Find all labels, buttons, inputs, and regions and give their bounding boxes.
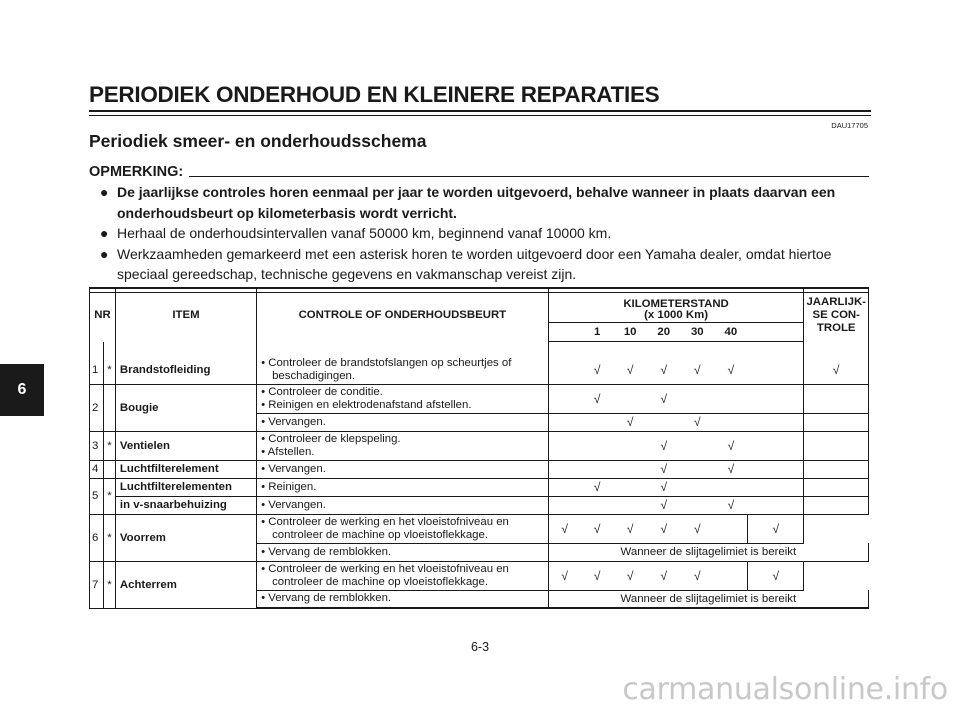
row-item: Luchtfilterelement	[115, 460, 256, 478]
row-control	[257, 514, 549, 543]
row-item: Brandstofleiding	[115, 356, 256, 385]
check-mark: √	[548, 561, 581, 590]
control-text: beschadigingen.	[272, 369, 356, 382]
row-number: 5	[90, 478, 104, 514]
header-yearly-line1: JAARLIJK-	[806, 295, 866, 308]
row-number: 1	[90, 356, 104, 385]
control-text: • Vervang de remblokken.	[261, 592, 392, 605]
row-control	[257, 496, 549, 514]
header-yearly-line3: TROLE	[816, 321, 856, 334]
check-mark: √	[714, 431, 748, 460]
table-spacer-row	[90, 342, 869, 356]
row-number: 7	[90, 561, 104, 608]
check-mark: √	[714, 356, 748, 385]
check-mark: √	[647, 431, 681, 460]
header-km-20: 20	[647, 323, 681, 342]
check-mark: √	[647, 460, 681, 478]
control-text: • Controleer de werking en het vloeistofniveau en	[261, 515, 509, 528]
row-control	[257, 413, 549, 431]
note-header	[89, 164, 869, 180]
control-text: • Controleer de werking en het vloeistofniveau en	[261, 562, 509, 575]
control-text: • Controleer de brandstofslangen op scheurtjes of	[261, 356, 512, 369]
table-row	[90, 384, 869, 413]
check-mark: √	[714, 460, 748, 478]
control-text: • Controleer de conditie.	[261, 385, 383, 398]
table-row	[90, 431, 869, 460]
control-text: • Vervang de remblokken.	[261, 545, 392, 558]
check-mark: √	[613, 514, 647, 543]
control-text: • Afstellen.	[261, 445, 315, 458]
check-mark: √	[613, 561, 647, 590]
note-block	[89, 164, 869, 293]
bullet-icon: ●	[100, 184, 109, 200]
header-km-30: 30	[681, 323, 715, 342]
table-row	[90, 478, 869, 496]
maintenance-schedule-table	[89, 287, 869, 609]
row-control	[257, 460, 549, 478]
row-control	[257, 561, 549, 590]
note-label: OPMERKING:	[89, 164, 184, 180]
note-item	[89, 223, 869, 244]
check-mark: √	[647, 514, 681, 543]
row-item: in v-snaarbehuizing	[115, 496, 256, 514]
row-number: 6	[90, 514, 104, 561]
row-item: Voorrem	[115, 514, 256, 561]
check-mark: √	[714, 496, 748, 514]
check-mark: √	[681, 514, 715, 543]
header-yearly-line2: SE CON-	[812, 308, 860, 321]
header-yearly	[804, 288, 869, 342]
check-mark: √	[613, 413, 647, 431]
header-km-10: 10	[613, 323, 647, 342]
chapter-tab: 6	[0, 364, 44, 416]
control-text: • Reinigen en elektrodenafstand afstellen.	[261, 398, 472, 411]
control-text: • Vervangen.	[261, 462, 326, 475]
page-number: 6-3	[470, 640, 490, 654]
header-km-title: KILOMETERSTAND	[623, 298, 729, 310]
dealer-asterisk: *	[103, 478, 115, 514]
dealer-asterisk: *	[103, 431, 115, 460]
check-mark: √	[581, 356, 614, 385]
control-text: • Vervangen.	[261, 498, 326, 511]
check-mark: √	[681, 413, 715, 431]
note-rule	[189, 176, 869, 177]
page-title: PERIODIEK ONDERHOUD EN KLEINERE REPARATIES	[89, 82, 871, 112]
dealer-asterisk: *	[103, 514, 115, 561]
check-mark: √	[581, 384, 614, 413]
row-control	[257, 431, 549, 460]
row-control	[257, 590, 549, 608]
note-item	[89, 244, 869, 285]
check-mark: √	[647, 561, 681, 590]
control-text: • Vervangen.	[261, 415, 326, 428]
row-item: Achterrem	[115, 561, 256, 608]
header-item: ITEM	[115, 288, 256, 342]
table-row	[90, 460, 869, 478]
check-mark: √	[647, 356, 681, 385]
dealer-asterisk: *	[103, 356, 115, 385]
bullet-icon: ●	[100, 225, 109, 241]
check-mark: √	[804, 356, 869, 385]
control-text: controleer de machine op vloeistoflekkage.	[272, 575, 489, 588]
note-item	[89, 182, 869, 223]
header-km-1: 1	[581, 323, 614, 342]
row-item: Bougie	[115, 384, 256, 431]
header-km-40: 40	[714, 323, 748, 342]
wear-limit-note: Wanneer de slijtagelimiet is bereikt	[548, 590, 868, 608]
row-number: 2	[90, 384, 104, 431]
table-row	[90, 356, 869, 385]
control-text: • Controleer de klepspeling.	[261, 432, 401, 445]
control-text: • Reinigen.	[261, 480, 317, 493]
check-mark: √	[647, 384, 681, 413]
check-mark: √	[748, 561, 804, 590]
watermark: carmanualsonline.info	[622, 672, 948, 707]
row-control	[257, 384, 549, 413]
table-row	[90, 496, 869, 514]
row-number: 3	[90, 431, 104, 460]
dealer-asterisk: *	[103, 561, 115, 608]
control-text: controleer de machine op vloeistoflekkage.	[272, 528, 489, 541]
row-control	[257, 543, 549, 561]
check-mark: √	[548, 514, 581, 543]
wear-limit-note: Wanneer de slijtagelimiet is bereikt	[548, 543, 868, 561]
check-mark: √	[681, 356, 715, 385]
row-number: 4	[90, 460, 104, 478]
row-control	[257, 356, 549, 385]
note-item-text: Herhaal de onderhoudsintervallen vanaf 50000 km, beginnend vanaf 10000 km.	[117, 225, 612, 241]
check-mark: √	[581, 478, 614, 496]
check-mark: √	[647, 478, 681, 496]
header-km-spacer	[548, 323, 581, 342]
row-item: Ventielen	[115, 431, 256, 460]
check-mark: √	[748, 514, 804, 543]
check-mark: √	[681, 561, 715, 590]
header-kilometerstand	[548, 288, 804, 323]
check-mark: √	[647, 496, 681, 514]
header-nr: NR	[90, 288, 116, 342]
check-mark: √	[581, 514, 614, 543]
note-item-text: Werkzaamheden gemarkeerd met een asterisk horen te worden uitgevoerd door een Yamaha dealer, omdat hiertoe speciaal gereedschap, technische gegevens en vakmanschap vereist zijn.	[117, 245, 832, 282]
document-code: DAU17705	[831, 121, 868, 130]
note-list	[89, 182, 869, 285]
table-header-row	[90, 288, 869, 323]
row-control	[257, 478, 549, 496]
bullet-icon: ●	[100, 245, 109, 262]
table-row	[90, 561, 869, 590]
header-km-unit: (x 1000 Km)	[644, 309, 709, 321]
check-mark: √	[581, 561, 614, 590]
check-mark: √	[613, 356, 647, 385]
header-control: CONTROLE OF ONDERHOUDSBEURT	[257, 288, 549, 342]
section-title: Periodiek smeer- en onderhoudsschema	[89, 131, 427, 151]
row-item: Luchtfilterelementen	[115, 478, 256, 496]
header-km-spacer	[748, 323, 804, 342]
table-row	[90, 514, 869, 543]
note-item-text: De jaarlijkse controles horen eenmaal per jaar te worden uitgevoerd, behalve wanneer in plaats daarvan een onderhoudsbeurt op kilometerbasis wordt verricht.	[117, 184, 836, 221]
